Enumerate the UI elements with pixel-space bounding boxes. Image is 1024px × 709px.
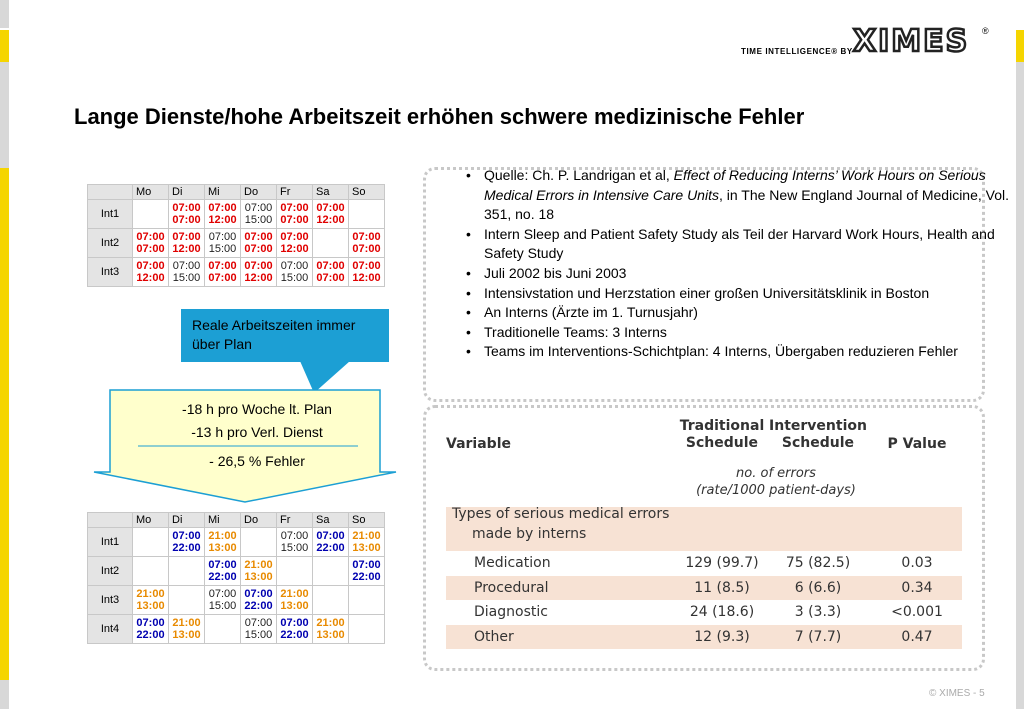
shift-cell: 07:00 15:00 — [169, 258, 205, 287]
shift-cell: 07:00 07:00 — [205, 258, 241, 287]
day-header: So — [349, 513, 385, 528]
shift-cell: 07:00 07:00 — [241, 229, 277, 258]
list-item: • Intensivstation und Herzstation einer großen Universitätsklinik in Boston — [466, 284, 1022, 304]
study-title: Effect of Reducing Interns’ Work Hours on Serious Medical Errors in Intensive Care Units — [484, 167, 986, 203]
col-header-p-value: P Value — [887, 436, 947, 452]
shift-cell — [169, 557, 205, 586]
col-header-intervention: Intervention Schedule — [769, 418, 867, 451]
day-header: Sa — [313, 185, 349, 200]
page-title: Lange Dienste/hohe Arbeitszeit erhöhen schwere medizinische Fehler — [74, 104, 805, 129]
day-header: Do — [241, 185, 277, 200]
shift-cell: 21:00 13:00 — [169, 615, 205, 644]
day-header: Sa — [313, 513, 349, 528]
shift-cell: 21:00 13:00 — [349, 528, 385, 557]
shift-cell — [133, 557, 169, 586]
table-row — [446, 576, 962, 600]
plan-schedule-table — [87, 184, 385, 287]
day-header: So — [349, 185, 385, 200]
shift-cell: 07:00 12:00 — [169, 229, 205, 258]
shift-cell — [313, 229, 349, 258]
shift-cell: 21:00 13:00 — [133, 586, 169, 615]
arrow-text-errors: - 26,5 % Fehler — [209, 453, 305, 469]
callout-line: Reale Arbeitszeiten immer — [192, 317, 356, 333]
list-item: • Traditionelle Teams: 3 Interns — [466, 323, 1022, 343]
arrow-text-plan: -18 h pro Woche lt. Plan — [182, 401, 332, 417]
intern-label: Int1 — [88, 200, 133, 229]
variable-cell: Diagnostic — [474, 604, 548, 620]
edge-bar-accent — [1016, 30, 1024, 62]
corner-cell — [88, 185, 133, 200]
p-value-cell: 0.47 — [901, 628, 933, 645]
day-header: Do — [241, 513, 277, 528]
edge-bar — [0, 62, 9, 168]
day-header: Fr — [277, 185, 313, 200]
table-row — [88, 200, 385, 229]
col-header-traditional: Traditional Schedule — [679, 418, 765, 451]
traditional-cell: 24 (18.6) — [689, 604, 755, 620]
shift-cell: 07:00 15:00 — [205, 229, 241, 258]
shift-cell: 07:00 07:00 — [313, 258, 349, 287]
shift-cell: 07:00 15:00 — [277, 528, 313, 557]
table-row — [88, 586, 385, 615]
table-row — [88, 528, 385, 557]
shift-cell: 07:00 22:00 — [133, 615, 169, 644]
table-row — [446, 551, 962, 575]
day-header: Fr — [277, 513, 313, 528]
intern-label: Int1 — [88, 528, 133, 557]
shift-cell: 07:00 07:00 — [349, 229, 385, 258]
intern-label: Int4 — [88, 615, 133, 644]
variable-cell: Other — [474, 628, 514, 645]
day-header: Mo — [133, 513, 169, 528]
registered-mark: ® — [982, 26, 989, 36]
table-row — [88, 557, 385, 586]
arrow-text-shift: -13 h pro Verl. Dienst — [191, 424, 323, 440]
edge-bar — [0, 680, 9, 709]
shift-cell: 21:00 13:00 — [241, 557, 277, 586]
shift-cell — [205, 615, 241, 644]
day-header: Mi — [205, 185, 241, 200]
units-caption: no. of errors (rate/1000 patient-days) — [696, 466, 856, 498]
shift-cell: 21:00 13:00 — [313, 615, 349, 644]
table-row-group: Types of serious medical errors made by interns — [446, 507, 962, 551]
col-header-variable: Variable — [446, 436, 511, 452]
day-header: Di — [169, 513, 205, 528]
intervention-cell: 75 (82.5) — [785, 555, 851, 571]
shift-cell: 07:00 07:00 — [169, 200, 205, 229]
intern-label: Int3 — [88, 258, 133, 287]
edge-bar-accent — [0, 168, 9, 680]
study-results-table — [446, 415, 962, 645]
edge-bar-accent — [0, 30, 9, 62]
callout-line: über Plan — [192, 336, 252, 352]
shift-cell: 07:00 15:00 — [241, 200, 277, 229]
ximes-logo: XIMES — [853, 24, 970, 59]
p-value-cell: 0.34 — [901, 579, 933, 596]
table-row — [88, 258, 385, 287]
p-value-cell: <0.001 — [891, 604, 943, 620]
day-header: Di — [169, 185, 205, 200]
shift-cell: 07:00 22:00 — [169, 528, 205, 557]
shift-cell — [313, 586, 349, 615]
edge-bar — [1016, 62, 1024, 709]
intern-label: Int2 — [88, 557, 133, 586]
shift-cell: 07:00 12:00 — [241, 258, 277, 287]
shift-cell — [133, 528, 169, 557]
callout-text — [192, 316, 355, 354]
corner-cell — [88, 513, 133, 528]
shift-cell: 07:00 12:00 — [205, 200, 241, 229]
edge-bar — [0, 0, 9, 28]
shift-cell: 07:00 22:00 — [241, 586, 277, 615]
shift-cell: 21:00 13:00 — [205, 528, 241, 557]
copyright: © XIMES - 5 — [929, 688, 985, 699]
shift-cell — [349, 200, 385, 229]
day-header-row — [88, 185, 385, 200]
traditional-cell: 129 (99.7) — [685, 555, 759, 571]
shift-cell — [133, 200, 169, 229]
shift-cell — [349, 615, 385, 644]
brand-tagline: TIME INTELLIGENCE® BY — [741, 47, 853, 56]
shift-cell — [169, 586, 205, 615]
list-item: • Teams im Interventions-Schichtplan: 4 Interns, Übergaben reduzieren Fehler — [466, 342, 1022, 362]
shift-cell: 07:00 15:00 — [277, 258, 313, 287]
shift-cell: 07:00 22:00 — [277, 615, 313, 644]
table-row — [446, 600, 962, 624]
shift-cell: 07:00 15:00 — [241, 615, 277, 644]
shift-cell: 07:00 12:00 — [133, 258, 169, 287]
shift-cell: 07:00 12:00 — [313, 200, 349, 229]
intervention-cell: 7 (7.7) — [794, 628, 842, 645]
list-item: • Quelle: Ch. P. Landrigan et al, Effect of Reducing Interns’ Work Hours on Serious Medical Errors in Intensive Care Units, in The New England Journal of Medicine, Vol. 351, no. 18 — [466, 166, 1022, 225]
variable-cell: Medication — [474, 555, 551, 571]
traditional-cell: 11 (8.5) — [694, 579, 750, 596]
shift-cell: 07:00 07:00 — [277, 200, 313, 229]
shift-cell — [277, 557, 313, 586]
intervention-cell: 6 (6.6) — [794, 579, 842, 596]
sources-list — [466, 166, 1022, 362]
list-item: • Intern Sleep and Patient Safety Study als Teil der Harvard Work Hours, Health and Safety Study — [466, 225, 1022, 264]
shift-cell — [241, 528, 277, 557]
intervention-schedule-table — [87, 512, 385, 644]
table-row — [88, 615, 385, 644]
shift-cell — [313, 557, 349, 586]
list-item: • Juli 2002 bis Juni 2003 — [466, 264, 1022, 284]
shift-cell: 07:00 22:00 — [349, 557, 385, 586]
shift-cell: 07:00 07:00 — [133, 229, 169, 258]
intern-label: Int3 — [88, 586, 133, 615]
day-header-row — [88, 513, 385, 528]
shift-cell: 07:00 12:00 — [277, 229, 313, 258]
p-value-cell: 0.03 — [901, 555, 933, 571]
shift-cell: 07:00 15:00 — [205, 586, 241, 615]
day-header: Mi — [205, 513, 241, 528]
list-item: • An Interns (Ärzte im 1. Turnusjahr) — [466, 303, 1022, 323]
shift-cell: 07:00 22:00 — [205, 557, 241, 586]
traditional-cell: 12 (9.3) — [694, 628, 750, 645]
shift-cell: 21:00 13:00 — [277, 586, 313, 615]
day-header: Mo — [133, 185, 169, 200]
shift-cell: 07:00 22:00 — [313, 528, 349, 557]
variable-cell: Procedural — [474, 579, 549, 596]
intervention-cell: 3 (3.3) — [794, 604, 842, 620]
shift-cell: 07:00 12:00 — [349, 258, 385, 287]
table-row — [88, 229, 385, 258]
table-row — [446, 625, 962, 649]
intern-label: Int2 — [88, 229, 133, 258]
shift-cell — [349, 586, 385, 615]
